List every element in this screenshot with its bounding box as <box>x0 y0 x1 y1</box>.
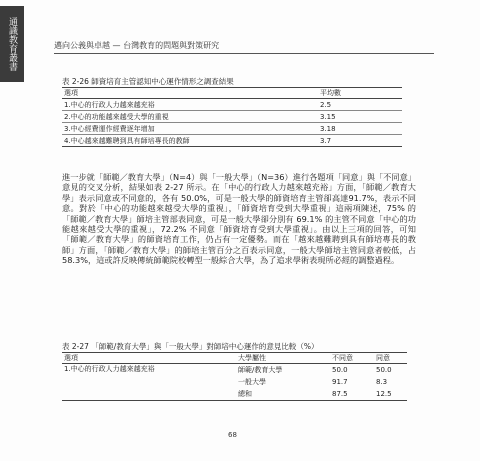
table2-agree: 8.3 <box>376 378 388 386</box>
table2-header-row <box>62 353 407 364</box>
table-row <box>62 111 402 123</box>
table-row <box>62 123 402 135</box>
table2-agree: 12.5 <box>374 388 407 401</box>
table1-mean: 3.15 <box>318 111 402 123</box>
body-paragraph: 進一步就「師範／教育大學」（N=4）與「一般大學」（N=36）進行各題項「同意」與「不同意」意見的交叉分析，結果如表 2-27 所示。在「中心的行政人力越來越充裕」方面，「師範／教育大學」表示同意或不同意的，各有 50.0%，可是一般大學的師資培育主管卻高達91.7%，表示不同意。對於「中心的功能越來越受大學的重視」，「師資培育受到大學重視」這兩項陳述，75% 的「師範／教育大學」師培主管部表同意，可是一般大學卻分別有 69.1% 的主管不同意「中心的功能越來越受大學的重視」，72.2% 不同意「師資培育受到大學重視」。由以上三項的回答，可知「師範／教育大學」的師資培育工作，仍占有一定優勢。而在「越來越難聘到具有師培專長的教師」方面，「師範／教育大學」的師培主管百分之百表示同意，一般大學師培主管同意者較低，占 58.3%，這或許反映傳統師範院校轉型一般綜合大學，為了追求學術表現所必經的調整過程。 <box>62 172 416 266</box>
table2-disagree: 91.7 <box>332 378 348 386</box>
table1-header-mean: 平均數 <box>318 88 402 99</box>
table1-mean: 2.5 <box>318 99 402 111</box>
table1 <box>62 87 402 147</box>
table1-header-item: 選項 <box>62 88 271 99</box>
table1-header-blank <box>271 88 318 99</box>
table1-item: 1.中心的行政人力越來越充裕 <box>62 99 318 111</box>
table-row <box>62 364 407 377</box>
table1-item: 4.中心越來越難聘到具有師培專長的教師 <box>62 135 318 147</box>
table1-mean: 3.7 <box>318 135 402 147</box>
table2-header-type: 大學屬性 <box>236 353 330 364</box>
table2-header-agree: 同意 <box>374 353 407 364</box>
running-head: 邁向公義與卓越 — 台灣教育的問題與對策研究 <box>54 40 434 54</box>
table2-type: 一般大學 <box>238 378 266 386</box>
page-number: 68 <box>228 431 237 439</box>
table2-agree: 50.0 <box>376 366 392 374</box>
table2-type: 總和 <box>236 388 330 401</box>
table1-mean: 3.18 <box>318 123 402 135</box>
table1-header-row <box>62 88 402 99</box>
table1-caption: 表 2-26 師資培育主管認知中心運作情形之調查結果 <box>62 77 234 86</box>
side-tab: 通識教育叢書 <box>0 6 24 82</box>
table1-item: 2.中心的功能越來越受大學的重視 <box>62 111 318 123</box>
table2 <box>62 352 407 401</box>
table2-header-item: 選項 <box>62 353 236 364</box>
table2-type: 師範/教育大學 <box>238 366 283 374</box>
table2-caption: 表 2-27 「師範/教育大學」與「一般大學」對師培中心運作的意見比較（%） <box>62 342 319 351</box>
table2-item: 1.中心的行政人力越來越充裕 <box>62 364 236 401</box>
table2-disagree: 50.0 <box>332 366 348 374</box>
table-row <box>62 135 402 147</box>
table1-item: 3.中心經費運作經費逐年增加 <box>62 123 318 135</box>
table-row <box>62 99 402 111</box>
table2-disagree: 87.5 <box>330 388 374 401</box>
table2-header-disagree: 不同意 <box>330 353 374 364</box>
